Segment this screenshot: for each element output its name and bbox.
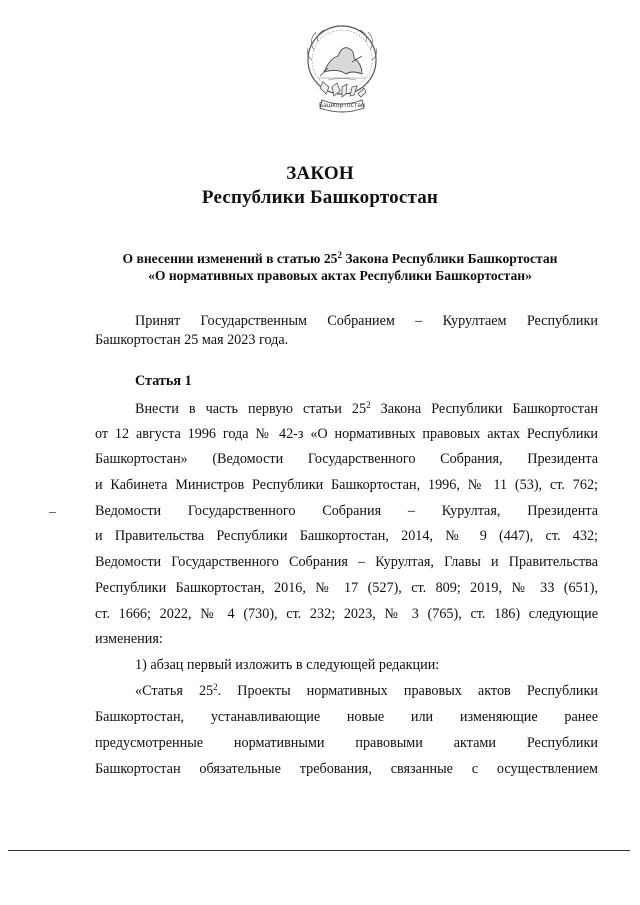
law-title: ЗАКОН [286,163,354,184]
emblem-ribbon-text: Башкортостан [319,102,365,109]
quoted-text-line: предусмотренные нормативными правовыми актами Республики [95,735,598,751]
quoted-text-line: Башкортостан обязательные требования, связанные с осуществлением [95,761,598,777]
coat-of-arms-icon [298,20,386,120]
article-text-line: Внести в часть первую статьи $25^2$ Закона Республики Башкортостан [135,401,598,417]
article-text-line: и Кабинета Министров Республики Башкортостан, 1996, № 11 (53), ст. 762; [95,477,598,493]
adoption-line2: Башкортостан 25 мая 2023 года. [95,332,289,348]
article-text-line: Башкортостан» (Ведомости Государственного Собрания, Президента [95,451,598,467]
law-issuer: Республики Башкортостан [201,187,439,208]
margin-mark [49,512,56,513]
article-text-line: Ведомости Государственного Собрания – Курултая, Главы и Правительства [95,554,598,570]
coat-of-arms-emblem [298,20,386,120]
article-text-line: Республики Башкортостан, 2016, № 17 (527), ст. 809; 2019, № 33 (651), [95,580,598,596]
article-text-line: ст. 1666; 2022, № 4 (730), ст. 232; 2023, № 3 (765), ст. 186) следующие [95,606,598,622]
adoption-line1: Принят Государственным Собранием – Курултаем Республики [135,313,598,329]
law-subject-line1: О внесении изменений в статью $25^2$ Закона Республики Башкортостан [122,250,558,266]
article-text-line: изменения: [95,631,163,647]
article-text-line: и Правительства Республики Башкортостан, 2014, № 9 (447), ст. 432; [95,528,598,544]
article-heading: Статья 1 [135,373,192,389]
quoted-text-line: «Статья $25^2$. Проекты нормативных правовых актов Республики [135,683,598,699]
quoted-text-line: Башкортостан, устанавливающие новые или изменяющие ранее [95,709,598,725]
article-text-line: от 12 августа 1996 года № 42-з «О нормативных правовых актах Республики [95,426,598,442]
article-text-line: Ведомости Государственного Собрания – Курултая, Президента [95,503,598,519]
amendment-item-1: 1) абзац первый изложить в следующей редакции: [135,657,440,673]
law-subject-line2: «О нормативных правовых актах Республики Башкортостан» [148,268,532,283]
page-footer-rule [8,850,630,851]
